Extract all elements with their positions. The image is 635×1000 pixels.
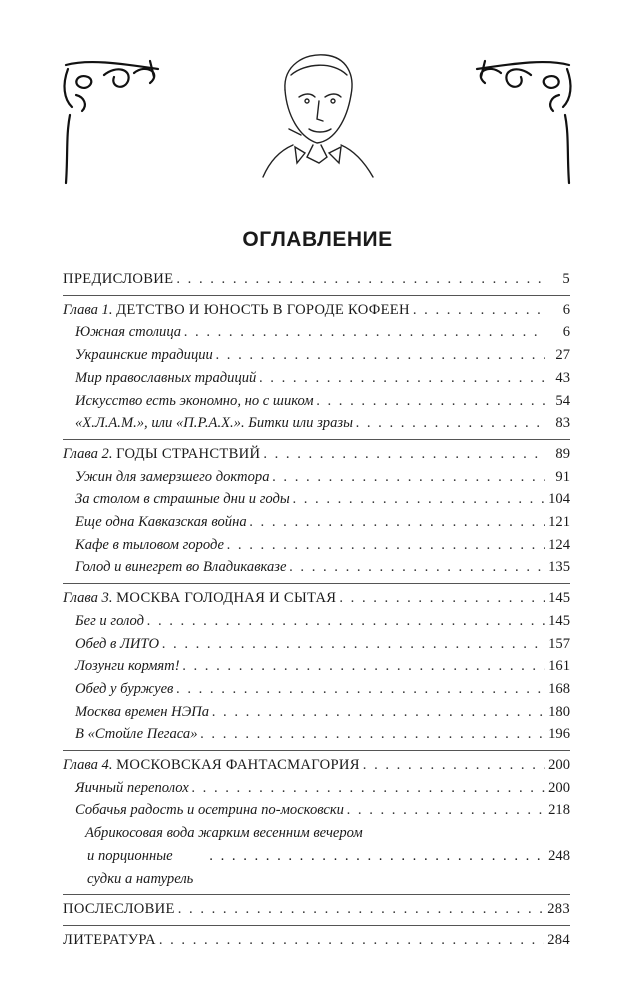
bibliography-label: ЛИТЕРАТУРА [63, 931, 156, 948]
toc-entry-section[interactable] [63, 777, 570, 800]
section-label: Кафе в тыловом городе [75, 536, 224, 553]
toc-entry-chapter-4[interactable] [63, 754, 570, 777]
author-portrait-sketch [255, 45, 380, 185]
section-page: 104 [548, 491, 570, 508]
section-label-line1: Абрикосовая вода жарким весенним вечером [85, 825, 363, 842]
section-page: 248 [548, 847, 570, 864]
table-of-contents [63, 268, 570, 952]
toc-entry-section[interactable] [63, 701, 570, 724]
toc-entry-chapter-3[interactable] [63, 587, 570, 610]
section-page: 218 [548, 802, 570, 819]
toc-entry-section[interactable] [63, 511, 570, 534]
divider [63, 750, 570, 751]
chapter-4-name: МОСКОВСКАЯ ФАНТАСМАГОРИЯ [116, 757, 360, 774]
leader-dots [159, 929, 544, 952]
section-page: 168 [548, 680, 570, 697]
chapter-2-name: ГОДЫ СТРАНСТВИЙ [116, 445, 261, 462]
toc-entry-bibliography[interactable] [63, 929, 570, 952]
toc-entry-chapter-1[interactable] [63, 299, 570, 322]
leader-dots [339, 587, 545, 610]
toc-entry-section[interactable] [63, 466, 570, 489]
divider [63, 894, 570, 895]
preface-page: 5 [562, 271, 570, 287]
toc-entry-section[interactable] [63, 367, 570, 390]
toc-entry-section[interactable] [63, 655, 570, 678]
section-page: 157 [548, 635, 570, 652]
chapter-3-prefix: Глава 3. [63, 590, 113, 607]
toc-title: ОГЛАВЛЕНИЕ [242, 228, 393, 251]
divider [63, 439, 570, 440]
leader-dots [147, 610, 545, 633]
leader-dots [178, 898, 544, 921]
leader-dots [356, 412, 545, 435]
leader-dots [227, 534, 545, 557]
section-label: За столом в страшные дни и годы [75, 491, 290, 508]
section-page: 121 [548, 514, 570, 531]
toc-entry-afterword[interactable] [63, 898, 570, 921]
toc-entry-section[interactable] [63, 723, 570, 746]
section-label: Еще одна Кавказская война [75, 514, 247, 531]
section-label: В «Стойле Пегаса» [75, 726, 198, 743]
left-corner-ornament [58, 55, 168, 195]
section-page: 54 [555, 392, 570, 409]
section-page: 6 [562, 324, 570, 341]
preface-label: ПРЕДИСЛОВИЕ [63, 271, 174, 287]
section-label: Искусство есть экономно, но с шиком [75, 392, 314, 409]
toc-entry-section[interactable] [63, 534, 570, 557]
divider [63, 925, 570, 926]
leader-dots [259, 367, 545, 390]
section-label: Бег и голод [75, 612, 145, 629]
section-page: 200 [548, 779, 570, 796]
section-label-line2: и порционные судки а натурель [87, 847, 194, 887]
toc-entry-section[interactable] [63, 390, 570, 413]
toc-entry-preface[interactable] [63, 268, 570, 291]
leader-dots [250, 511, 545, 534]
chapter-2-prefix: Глава 2. [63, 445, 113, 462]
toc-entry-section[interactable] [63, 344, 570, 367]
leader-dots [176, 268, 545, 291]
section-label: Украинские традиции [75, 347, 213, 364]
leader-dots [201, 723, 546, 746]
section-label: Москва времен НЭПа [75, 703, 210, 720]
leader-dots [273, 466, 546, 489]
leader-dots [413, 299, 545, 322]
section-label: Ужин для замерзшего доктора [75, 468, 270, 485]
afterword-label: ПОСЛЕСЛОВИЕ [63, 901, 175, 918]
leader-dots [212, 701, 545, 724]
toc-entry-section[interactable] [63, 556, 570, 579]
chapter-2-page: 89 [555, 445, 570, 462]
section-label: «Х.Л.А.М.», или «П.Р.А.Х.». Битки или зразы [75, 415, 353, 432]
toc-entry-section[interactable] [63, 412, 570, 435]
section-label: Обед в ЛИТО [75, 635, 160, 652]
leader-dots [216, 344, 545, 367]
section-label: Собачья радость и осетрина по-московски [75, 802, 344, 819]
section-label: Лозунги кормят! [75, 658, 180, 675]
section-page: 83 [555, 415, 570, 432]
toc-entry-section[interactable] [63, 678, 570, 701]
section-page: 124 [548, 536, 570, 553]
toc-entry-section-multiline[interactable] [63, 822, 570, 890]
section-page: 135 [548, 559, 570, 576]
toc-entry-section[interactable] [63, 799, 570, 822]
section-page: 180 [548, 703, 570, 720]
section-page: 145 [548, 612, 570, 629]
section-label: Южная столица [75, 324, 182, 341]
toc-entry-section[interactable] [63, 610, 570, 633]
toc-entry-section[interactable] [63, 488, 570, 511]
leader-dots [176, 678, 545, 701]
chapter-4-page: 200 [548, 757, 570, 774]
leader-dots [363, 754, 545, 777]
section-page: 27 [555, 347, 570, 364]
leader-dots [317, 390, 545, 413]
leader-dots [184, 321, 545, 344]
chapter-1-prefix: Глава 1. [63, 301, 113, 318]
toc-entry-section[interactable] [63, 633, 570, 656]
chapter-4-prefix: Глава 4. [63, 757, 113, 774]
bibliography-page: 284 [547, 931, 570, 948]
divider [63, 295, 570, 296]
chapter-3-page: 145 [548, 590, 570, 607]
toc-entry-section[interactable] [63, 321, 570, 344]
leader-dots [210, 845, 545, 868]
chapter-3-name: МОСКВА ГОЛОДНАЯ И СЫТАЯ [116, 590, 337, 607]
divider [63, 583, 570, 584]
section-label: Мир православных традиций [75, 369, 257, 386]
leader-dots [289, 556, 545, 579]
leader-dots [347, 799, 545, 822]
leader-dots [293, 488, 545, 511]
section-label: Обед у буржуев [75, 680, 174, 697]
chapter-1-name: ДЕТСТВО И ЮНОСТЬ В ГОРОДЕ КОФЕЕН [116, 301, 410, 318]
chapter-1-page: 6 [562, 301, 570, 318]
section-page: 161 [548, 658, 570, 675]
leader-dots [183, 655, 545, 678]
leader-dots [192, 777, 545, 800]
section-page: 43 [555, 369, 570, 386]
toc-entry-chapter-2[interactable] [63, 443, 570, 466]
leader-dots [162, 633, 545, 656]
section-label: Яичный переполох [75, 779, 189, 796]
leader-dots [263, 443, 545, 466]
afterword-page: 283 [547, 901, 570, 918]
section-page: 196 [548, 726, 570, 743]
section-label: Голод и винегрет во Владикавказе [75, 559, 287, 576]
section-page: 91 [555, 468, 570, 485]
right-corner-ornament [467, 55, 577, 195]
